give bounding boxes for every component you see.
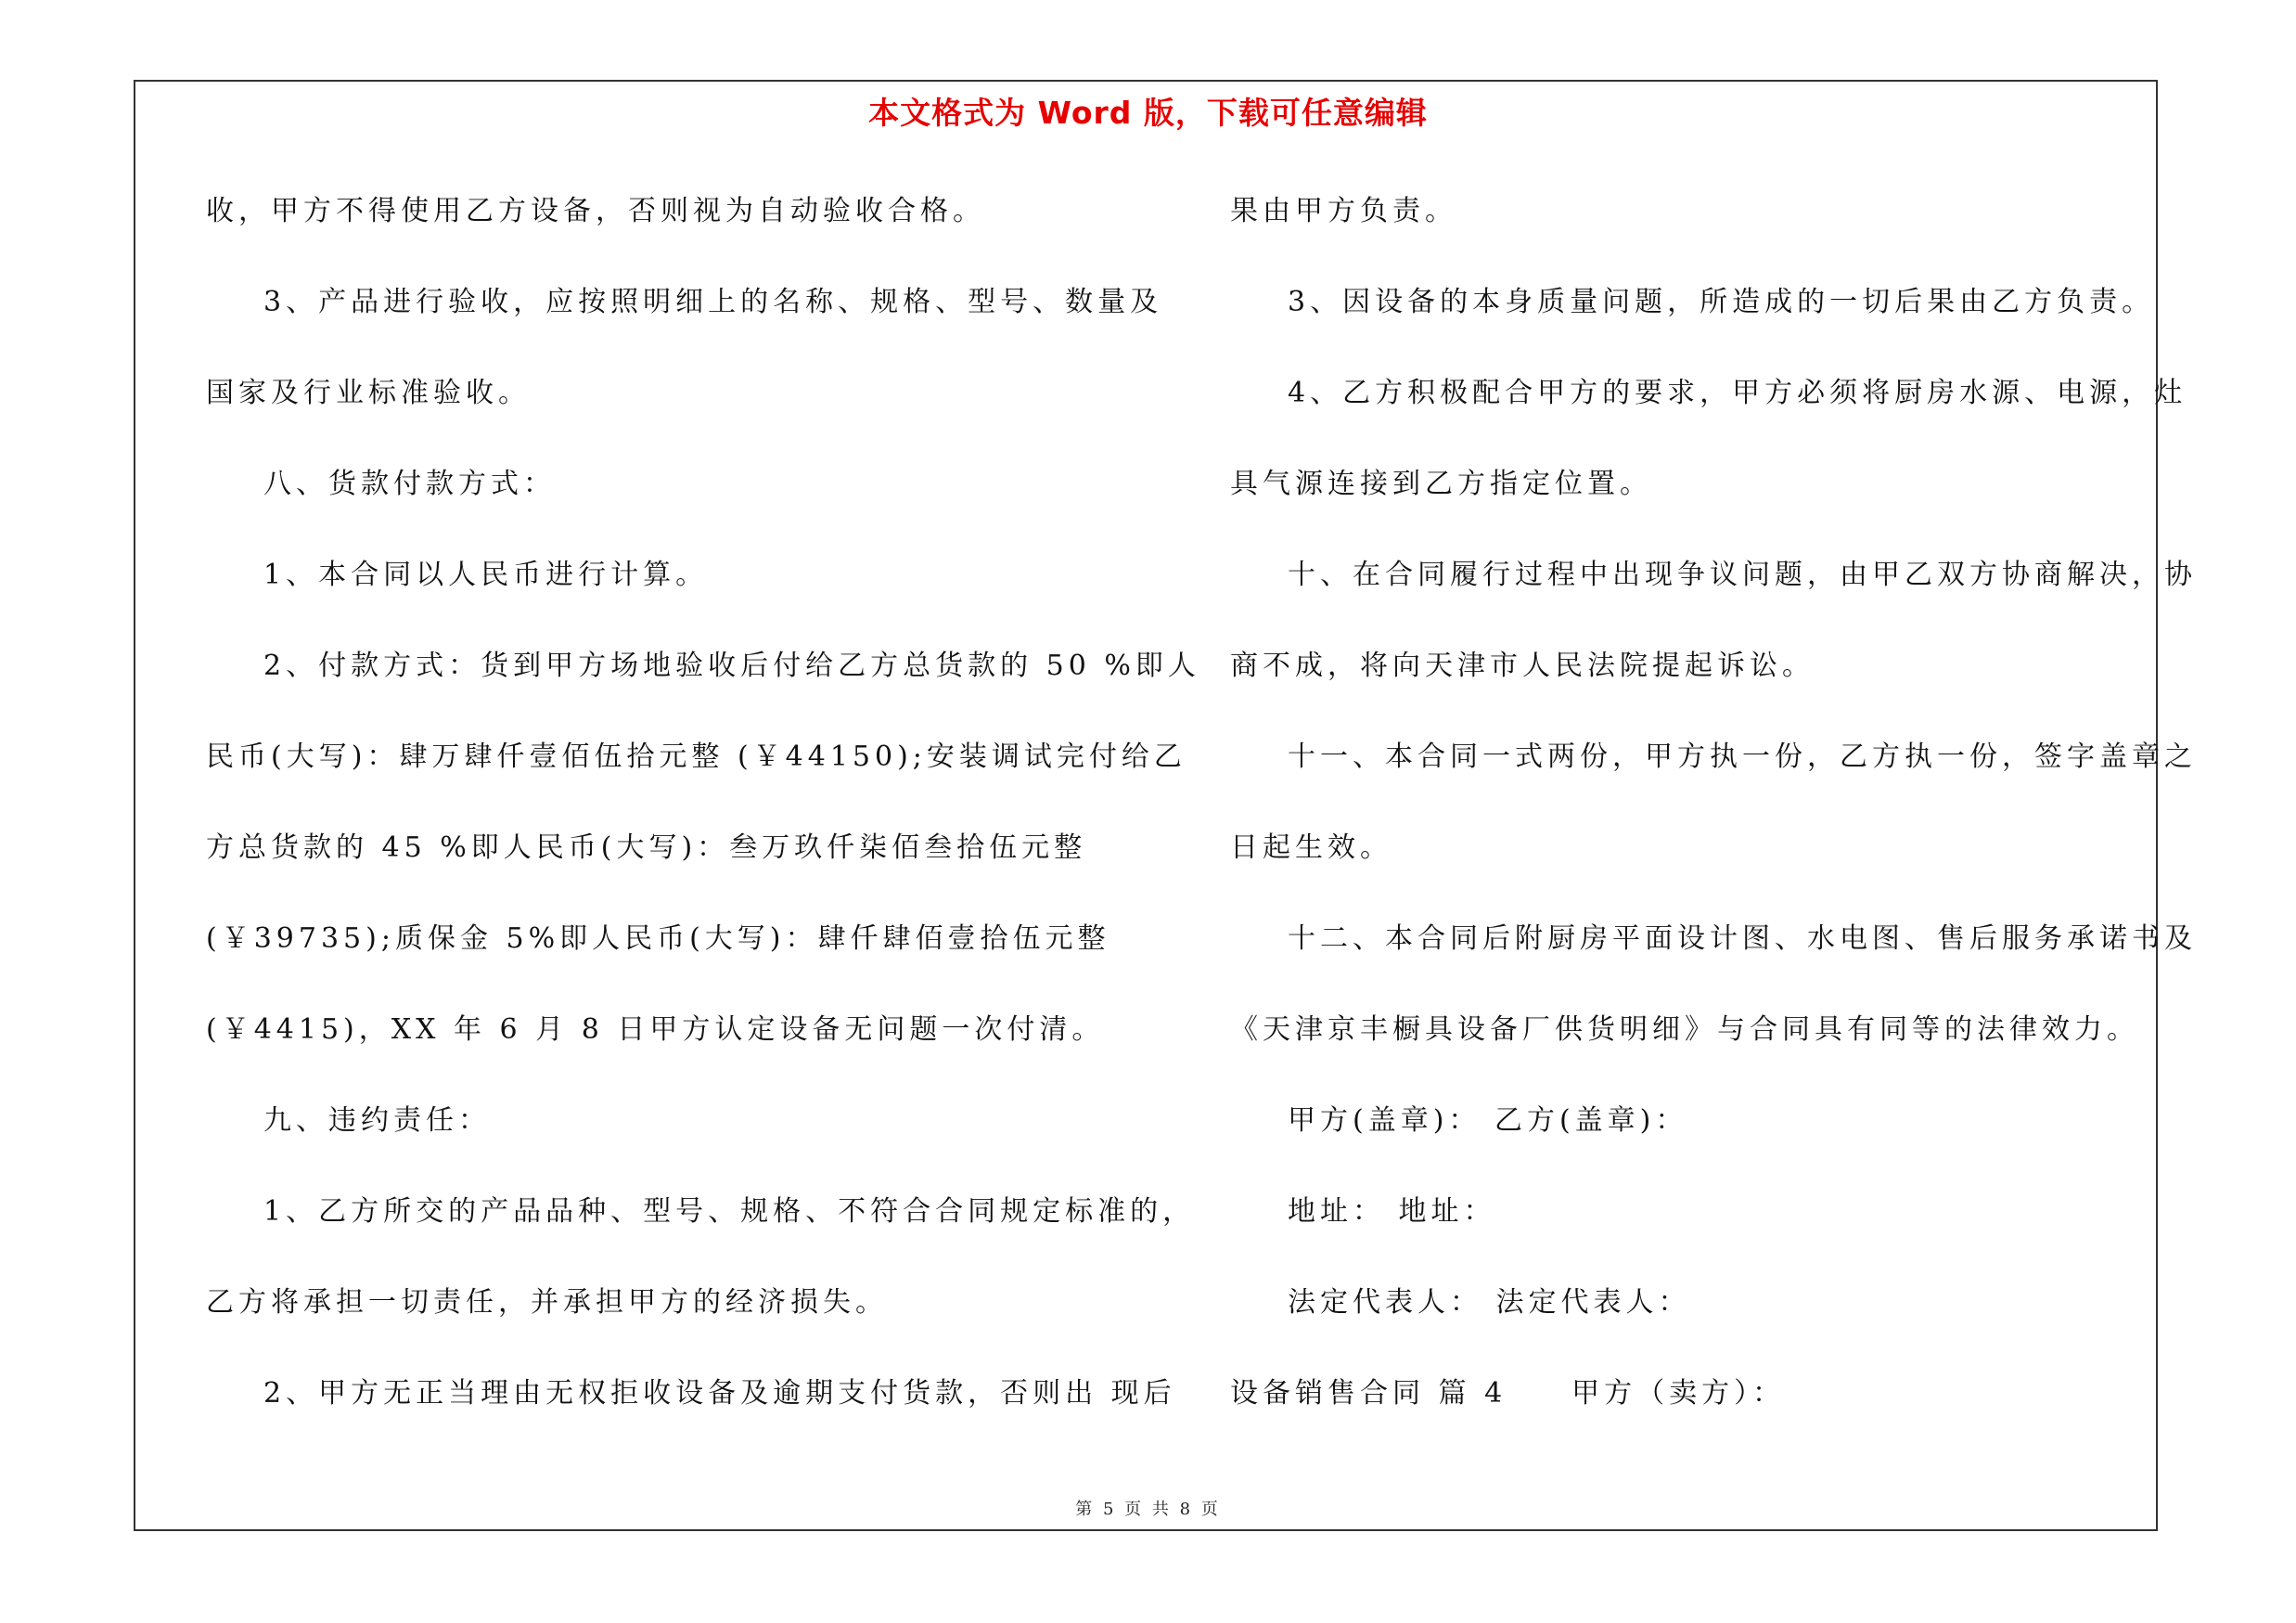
paragraph-line: 八、货款付款方式： [263,468,556,500]
page-number-footer: 第 5 页 共 8 页 [1075,1500,1221,1519]
paragraph-line: 果由甲方负责。 [1230,195,1457,227]
paragraph-line: 2、甲方无正当理由无权拒收设备及逾期支付货款，否则出 现后 [263,1377,1176,1410]
left-column [206,186,1200,1459]
paragraph-line: 设备销售合同 篇 4 甲方（卖方）： [1230,1377,1786,1410]
right-column [1230,186,2197,1459]
paragraph-line: 九、违约责任： [263,1104,491,1137]
paragraph-line: 法定代表人： 法定代表人： [1288,1286,1691,1319]
paragraph-line: 1、本合同以人民币进行计算。 [263,559,709,591]
paragraph-line: 十二、本合同后附厨房平面设计图、水电图、售后服务承诺书及 [1288,922,2197,955]
paragraph-line: 乙方将承担一切责任，并承担甲方的经济损失。 [206,1286,888,1319]
paragraph-line: 日起生效。 [1230,831,1392,864]
paragraph-line: 1、乙方所交的产品品种、型号、规格、不符合合同规定标准的， [263,1195,1196,1228]
paragraph-line: 十一、本合同一式两份，甲方执一份，乙方执一份，签字盖章之 [1288,741,2197,773]
paragraph-line: 十、在合同履行过程中出现争议问题，由甲乙双方协商解决，协 [1288,559,2197,591]
paragraph-line: 3、因设备的本身质量问题，所造成的一切后果由乙方负责。 [1288,286,2155,318]
paragraph-line: 3、产品进行验收，应按照明细上的名称、规格、型号、数量及 [263,286,1163,318]
paragraph-line: 具气源连接到乙方指定位置。 [1230,468,1652,500]
paragraph-line: 收，甲方不得使用乙方设备，否则视为自动验收合格。 [206,195,985,227]
paragraph-line: (￥39735);质保金 5%即人民币(大写)：肆仟肆佰壹拾伍元整 [206,922,1110,955]
paragraph-line: 地址： 地址： [1288,1195,1496,1228]
paragraph-line: 4、乙方积极配合甲方的要求，甲方必须将厨房水源、电源，灶 [1288,377,2187,409]
paragraph-line: 国家及行业标准验收。 [206,377,531,409]
word-format-banner: 本文格式为 Word 版，下载可任意编辑 [868,95,1428,131]
paragraph-line: 甲方(盖章)： 乙方(盖章)： [1288,1104,1688,1137]
paragraph-line: (￥4415)，XX 年 6 月 8 日甲方认定设备无问题一次付清。 [206,1013,1105,1046]
paragraph-line: 2、付款方式：货到甲方场地验收后付给乙方总货款的 50 %即人 [263,650,1200,682]
paragraph-line: 民币(大写)：肆万肆仟壹佰伍拾元整 (￥44150);安装调试完付给乙 [206,741,1186,773]
paragraph-line: 商不成，将向天津市人民法院提起诉讼。 [1230,650,1815,682]
paragraph-line: 《天津京丰橱具设备厂供货明细》与合同具有同等的法律效力。 [1230,1013,2139,1046]
paragraph-line: 方总货款的 45 %即人民币(大写)：叁万玖仟柒佰叁拾伍元整 [206,831,1087,864]
